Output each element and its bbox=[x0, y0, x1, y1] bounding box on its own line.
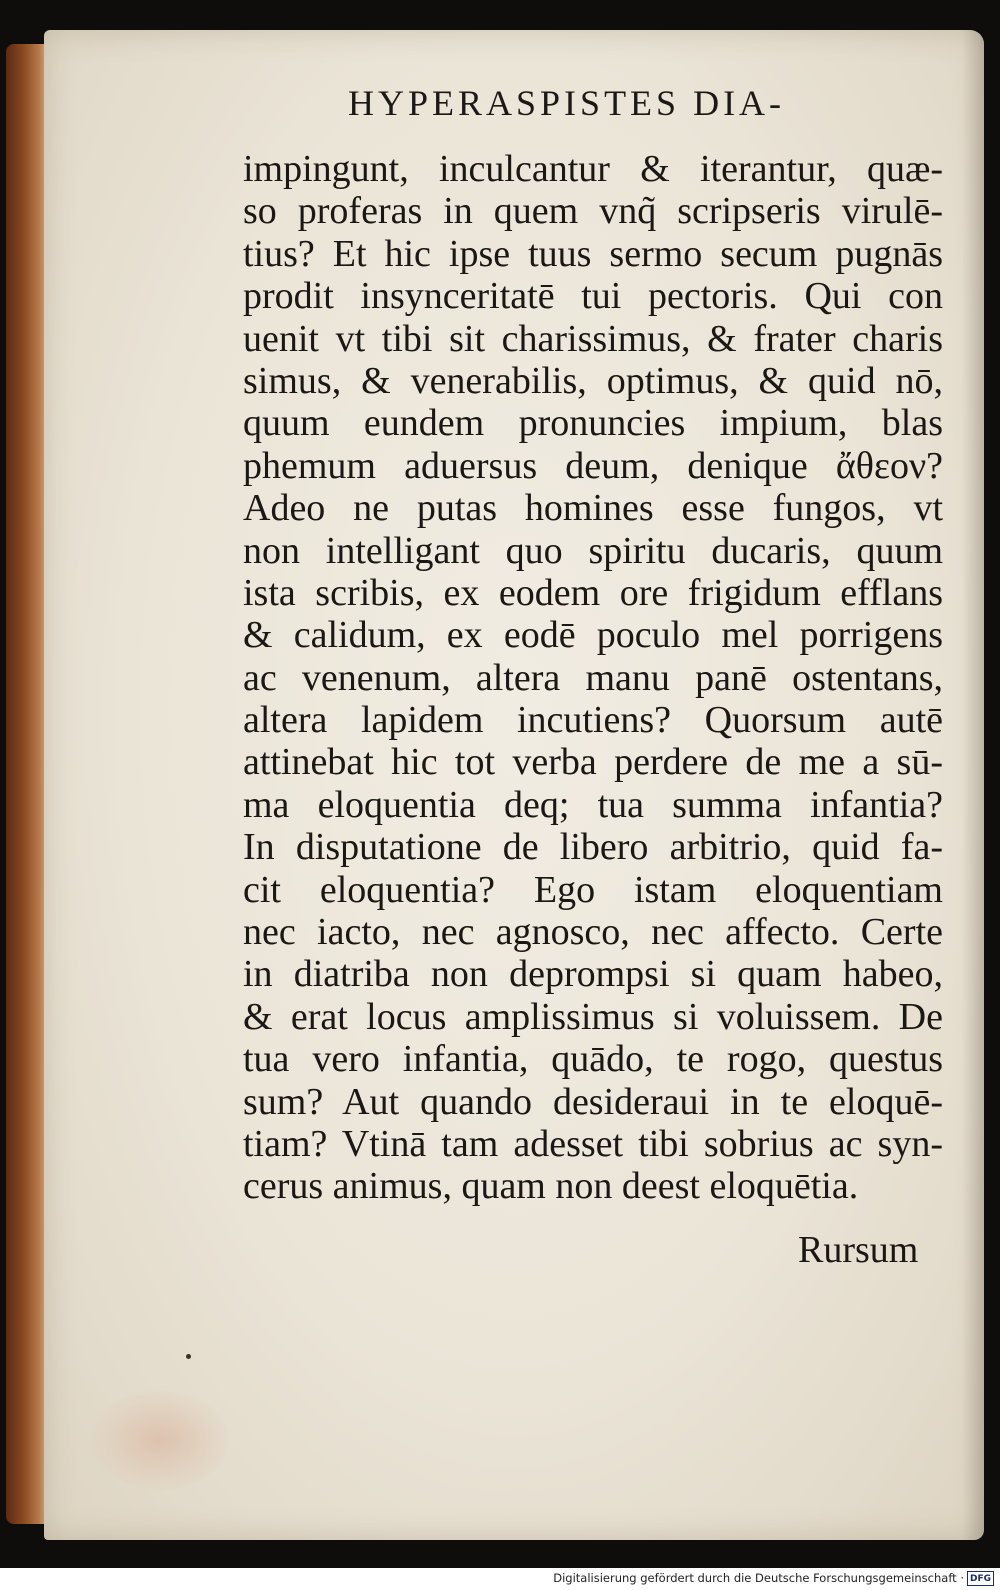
text-line: tua vero infantia, quādo, te rogo, questus bbox=[243, 1038, 943, 1081]
running-head: HYPERASPISTES DIA- bbox=[348, 83, 786, 123]
page-shadow bbox=[962, 30, 984, 1540]
text-line: ac venenum, altera manu panē ostentans, bbox=[243, 656, 943, 699]
text-line: cerus animus, quam non deest eloquētia. bbox=[243, 1165, 859, 1208]
text-line: cit eloquentia? Ego istam eloquentiam bbox=[243, 868, 943, 911]
text-line: ma eloquentia deq; tua summa infantia? bbox=[243, 783, 943, 826]
text-line: attinebat hic tot verba perdere de me a sū- bbox=[243, 741, 943, 784]
text-line: sum? Aut quando desideraui in te eloquē- bbox=[243, 1080, 943, 1123]
text-line: non intelligant quo spiritu ducaris, quum bbox=[243, 529, 943, 572]
ink-dot bbox=[186, 1354, 191, 1359]
funding-credit: Digitalisierung gefördert durch die Deutsche Forschungsgemeinschaft · bbox=[553, 1571, 964, 1585]
text-line: Adeo ne putas homines esse fungos, vt bbox=[243, 487, 943, 530]
text-line: tiam? Vtinā tam adesset tibi sobrius ac syn- bbox=[243, 1122, 943, 1165]
dfg-logo: DFG bbox=[967, 1571, 994, 1586]
text-line: in diatriba non deprompsi si quam habeo, bbox=[243, 953, 943, 996]
text-line: simus, & venerabilis, optimus, & quid nō, bbox=[243, 359, 943, 402]
text-line: nec iacto, nec agnosco, nec affecto. Certe bbox=[243, 911, 943, 954]
text-line: altera lapidem incutiens? Quorsum autē bbox=[243, 699, 943, 742]
text-line: quum eundem pronuncies impium, blas bbox=[243, 402, 943, 445]
catchword: Rursum bbox=[798, 1229, 919, 1271]
text-line: impingunt, inculcantur & iterantur, quæ- bbox=[243, 148, 943, 190]
text-line: In disputatione de libero arbitrio, quid fa- bbox=[243, 826, 943, 869]
text-line: phemum aduersus deum, denique ἄθεον? bbox=[243, 444, 943, 487]
text-line: & erat locus amplissimus si voluissem. De bbox=[243, 995, 943, 1038]
text-line: prodit insynceritatē tui pectoris. Qui con bbox=[243, 275, 943, 318]
text-block bbox=[243, 148, 943, 1208]
page-stain bbox=[90, 1390, 230, 1490]
text-line: ista scribis, ex eodem ore frigidum efflans bbox=[243, 571, 943, 614]
text-line: tius? Et hic ipse tuus sermo secum pugnās bbox=[243, 232, 943, 275]
text-line: so proferas in quem vnq̃ scripseris virulē- bbox=[243, 190, 943, 233]
text-line: & calidum, ex eodē poculo mel porrigens bbox=[243, 614, 943, 657]
text-line: uenit vt tibi sit charissimus, & frater charis bbox=[243, 317, 943, 360]
